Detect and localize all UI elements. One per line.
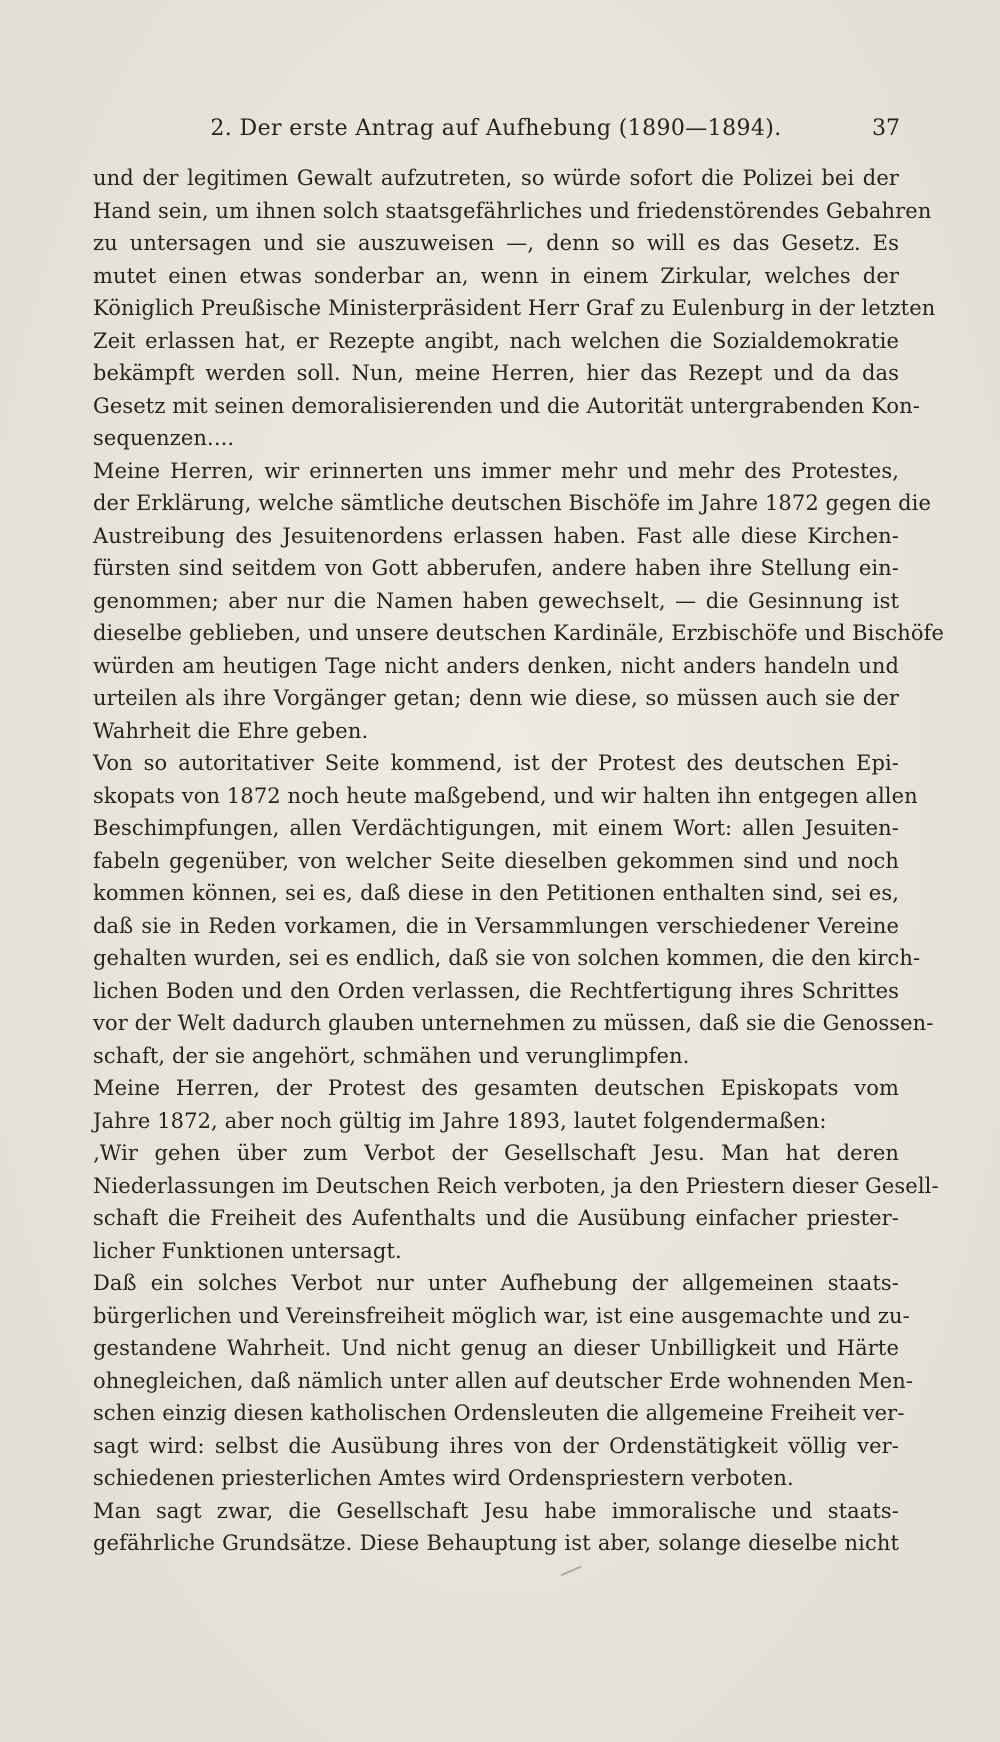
text-line: schiedenen priesterlichen Amtes wird Ordenspriestern verboten.	[93, 1466, 794, 1490]
text-line: schaft die Freiheit des Aufenthalts und die Ausübung einfacher priester-	[93, 1206, 899, 1230]
text-line: fabeln gegenüber, von welcher Seite dieselben gekommen sind und noch	[93, 848, 899, 873]
text-line: gehalten wurden, sei es endlich, daß sie von solchen kommen, die den kirch-	[93, 946, 921, 970]
text-line: Man sagt zwar, die Gesellschaft Jesu habe immoralische und staats-	[93, 1498, 899, 1523]
text-line: Niederlassungen im Deutschen Reich verboten, ja den Priestern dieser Gesell-	[93, 1173, 939, 1198]
text-line: Beschimpfungen, allen Verdächtigungen, mit einem Wort: allen Jesuiten-	[93, 816, 899, 840]
text-line: schen einzig diesen katholischen Ordensleuten die allgemeine Freiheit ver-	[93, 1401, 905, 1425]
text-line: Daß ein solches Verbot nur unter Aufhebung der allgemeinen staats-	[93, 1271, 899, 1295]
text-line: dieselbe geblieben, und unsere deutschen Kardinäle, Erzbischöfe und Bischöfe	[93, 621, 945, 645]
body-text	[93, 162, 945, 1560]
text-line: bekämpft werden soll. Nun, meine Herren, hier das Rezept und da das	[93, 361, 899, 385]
text-line: ‚Wir gehen über zum Verbot der Gesellschaft Jesu. Man hat deren	[93, 1141, 899, 1165]
running-head	[92, 110, 900, 150]
text-line: Wahrheit die Ehre geben.	[93, 718, 369, 743]
text-line: würden am heutigen Tage nicht anders denken, nicht anders handeln und	[93, 653, 899, 678]
text-line: schaft, der sie angehört, schmähen und verunglimpfen.	[93, 1043, 690, 1068]
text-line: und der legitimen Gewalt aufzutreten, so würde sofort die Polizei bei der	[93, 166, 899, 190]
text-line: Meine Herren, wir erinnerten uns immer mehr und mehr des Protestes,	[93, 458, 899, 483]
text-line: daß sie in Reden vorkamen, die in Versammlungen verschiedener Vereine	[93, 913, 899, 938]
text-line: Austreibung des Jesuitenordens erlassen haben. Fast alle diese Kirchen-	[93, 523, 899, 548]
text-line: Gesetz mit seinen demoralisierenden und die Autorität untergrabenden Kon-	[93, 393, 920, 418]
text-line: der Erklärung, welche sämtliche deutschen Bischöfe im Jahre 1872 gegen die	[93, 491, 931, 515]
text-line: gefährliche Grundsätze. Diese Behauptung ist aber, solange dieselbe nicht	[93, 1531, 899, 1555]
text-line: vor der Welt dadurch glauben unternehmen zu müssen, daß sie die Genossen-	[93, 1011, 934, 1035]
pencil-mark	[561, 1566, 582, 1577]
text-line: licher Funktionen untersagt.	[93, 1238, 402, 1263]
text-line: fürsten sind seitdem von Gott abberufen, andere haben ihre Stellung ein-	[93, 556, 899, 580]
text-line: urteilen als ihre Vorgänger getan; denn wie diese, so müssen auch sie der	[93, 686, 899, 710]
page-number: 37	[872, 116, 900, 141]
text-line: Zeit erlassen hat, er Rezepte angibt, nach welchen die Sozialdemokratie	[93, 328, 899, 353]
text-line: sequenzen....	[93, 426, 235, 450]
text-line: lichen Boden und den Orden verlassen, die Rechtfertigung ihres Schrittes	[93, 978, 899, 1003]
text-line: Meine Herren, der Protest des gesamten deutschen Episkopats vom	[93, 1076, 899, 1100]
text-line: gestandene Wahrheit. Und nicht genug an dieser Unbilligkeit und Härte	[93, 1336, 899, 1360]
text-line: Jahre 1872, aber noch gültig im Jahre 1893, lautet folgendermaßen:	[93, 1108, 827, 1133]
text-line: skopats von 1872 noch heute maßgebend, und wir halten ihn entgegen allen	[93, 783, 918, 808]
text-line: zu untersagen und sie auszuweisen —, denn so will es das Gesetz. Es	[93, 231, 899, 255]
text-line: genommen; aber nur die Namen haben gewechselt, — die Gesinnung ist	[93, 588, 899, 613]
text-line: kommen können, sei es, daß diese in den Petitionen enthalten sind, sei es,	[93, 881, 899, 905]
text-line: Königlich Preußische Ministerpräsident Herr Graf zu Eulenburg in der letzten	[93, 296, 936, 320]
running-title: 2. Der erste Antrag auf Aufhebung (1890—1894).	[210, 116, 782, 141]
text-line: Von so autoritativer Seite kommend, ist der Protest des deutschen Epi-	[93, 751, 899, 775]
text-line: ohnegleichen, daß nämlich unter allen auf deutscher Erde wohnenden Men-	[93, 1368, 914, 1393]
text-line: bürgerlichen und Vereinsfreiheit möglich war, ist eine ausgemachte und zu-	[93, 1303, 910, 1328]
text-line: sagt wird: selbst die Ausübung ihres von der Ordenstätigkeit völlig ver-	[93, 1433, 899, 1458]
text-line: Hand sein, um ihnen solch staatsgefährliches und friedenstörendes Gebahren	[93, 198, 932, 223]
text-line: mutet einen etwas sonderbar an, wenn in einem Zirkular, welches der	[93, 263, 899, 288]
